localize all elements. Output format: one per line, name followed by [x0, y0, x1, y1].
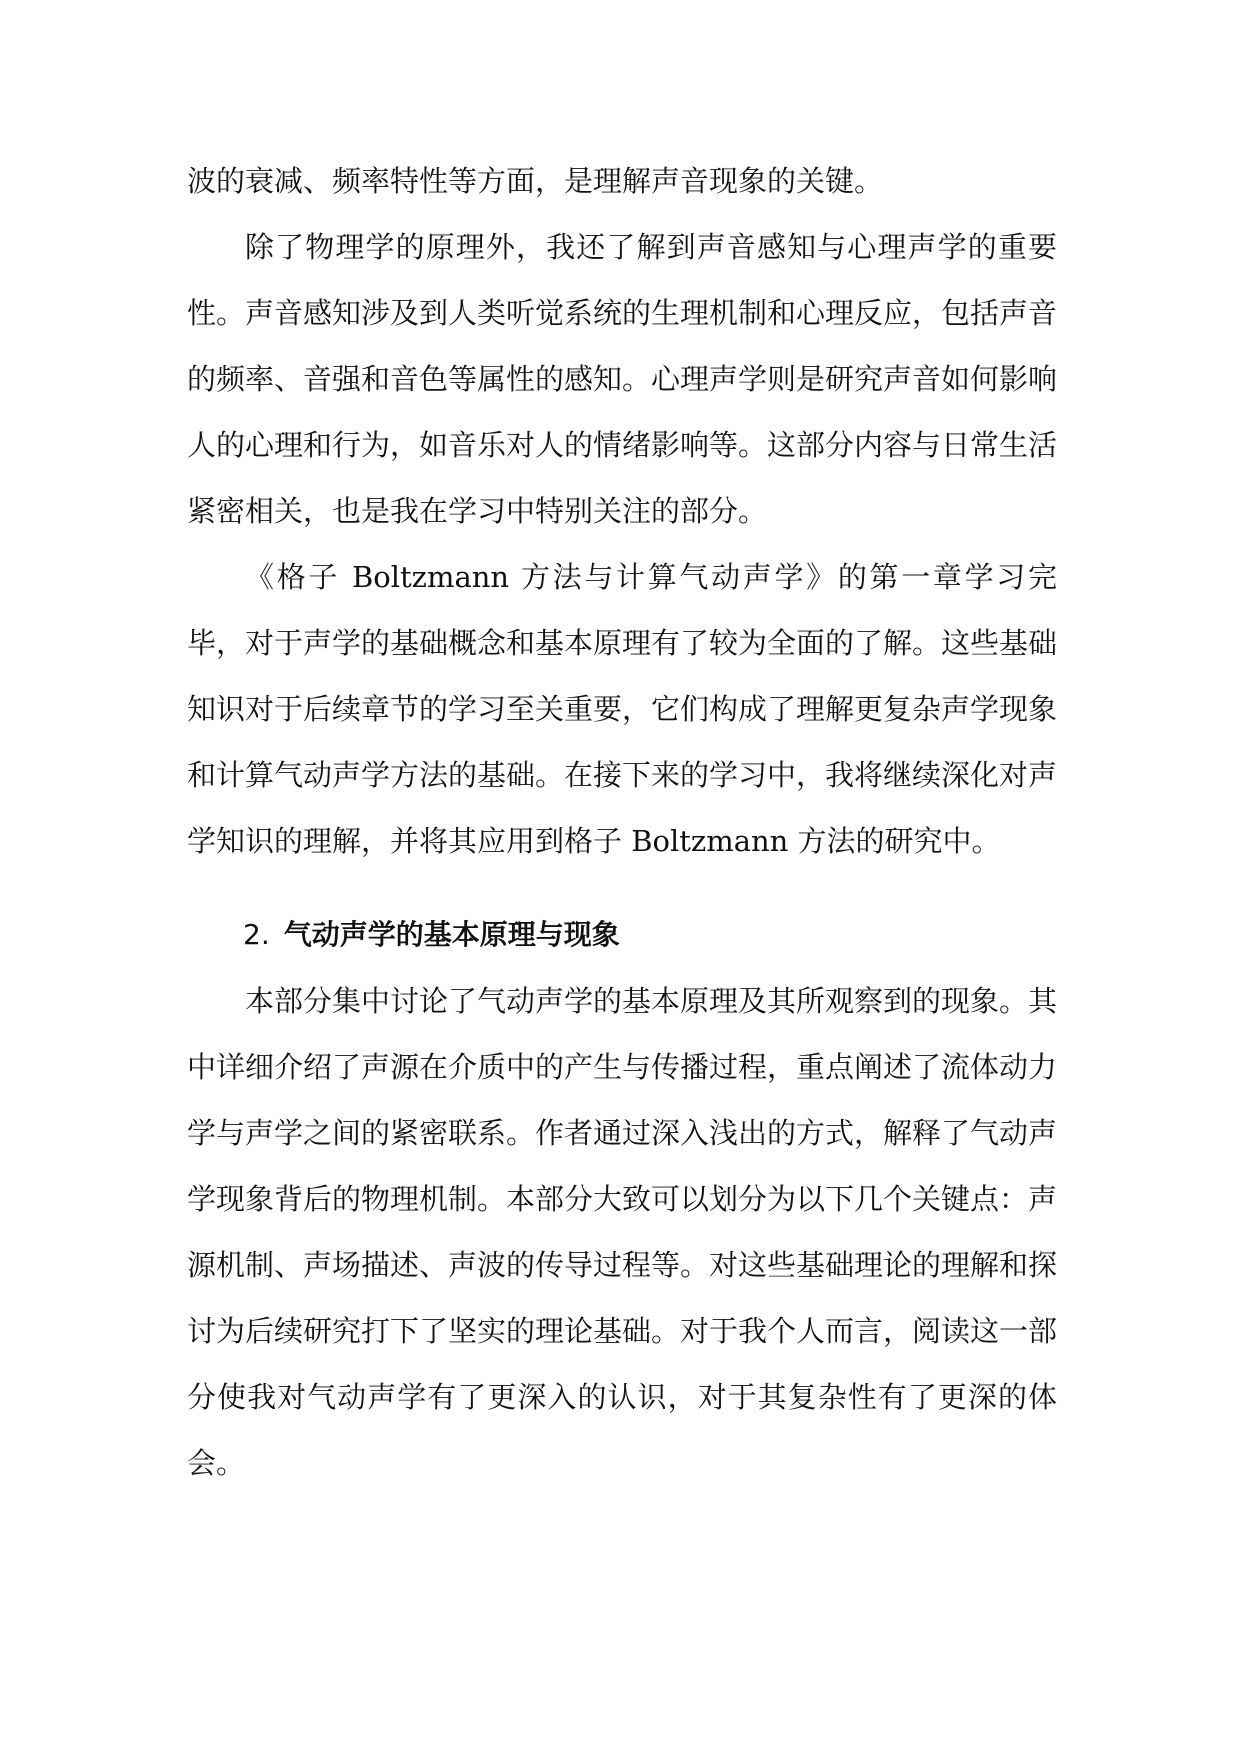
- section-number: 2.: [243, 918, 270, 951]
- section-heading: [187, 902, 1057, 968]
- paragraph-psychoacoustics: 除了物理学的原理外，我还了解到声音感知与心理声学的重要性。声音感知涉及到人类听觉系统的生理机制和心理反应，包括声音的频率、音强和音色等属性的感知。心理声学则是研究声音如何影响人的心理和行为，如音乐对人的情绪影响等。这部分内容与日常生活紧密相关，也是我在学习中特别关注的部分。: [187, 230, 1058, 528]
- paragraph-continuation: 波的衰减、频率特性等方面，是理解声音现象的关键。: [187, 164, 884, 198]
- paragraph-aeroacoustics-principles: 本部分集中讨论了气动声学的基本原理及其所观察到的现象。其中详细介绍了声源在介质中的产生与传播过程，重点阐述了流体动力学与声学之间的紧密联系。作者通过深入浅出的方式，解释了气动声学现象背后的物理机制。本部分大致可以划分为以下几个关键点：声源机制、声场描述、声波的传导过程等。对这些基础理论的理解和探讨为后续研究打下了坚实的理论基础。对于我个人而言，阅读这一部分使我对气动声学有了更深入的认识，对于其复杂性有了更深的体会。: [187, 984, 1058, 1480]
- page-content: [187, 148, 1057, 1496]
- section-title: 气动声学的基本原理与现象: [283, 918, 620, 951]
- paragraph-chapter-one-summary: 《格子 Boltzmann 方法与计算气动声学》的第一章学习完毕，对于声学的基础概念和基本原理有了较为全面的了解。这些基础知识对于后续章节的学习至关重要，它们构成了理解更复杂声学现象和计算气动声学方法的基础。在接下来的学习中，我将继续深化对声学知识的理解，并将其应用到格子 Boltzmann 方法的研究中。: [187, 560, 1058, 858]
